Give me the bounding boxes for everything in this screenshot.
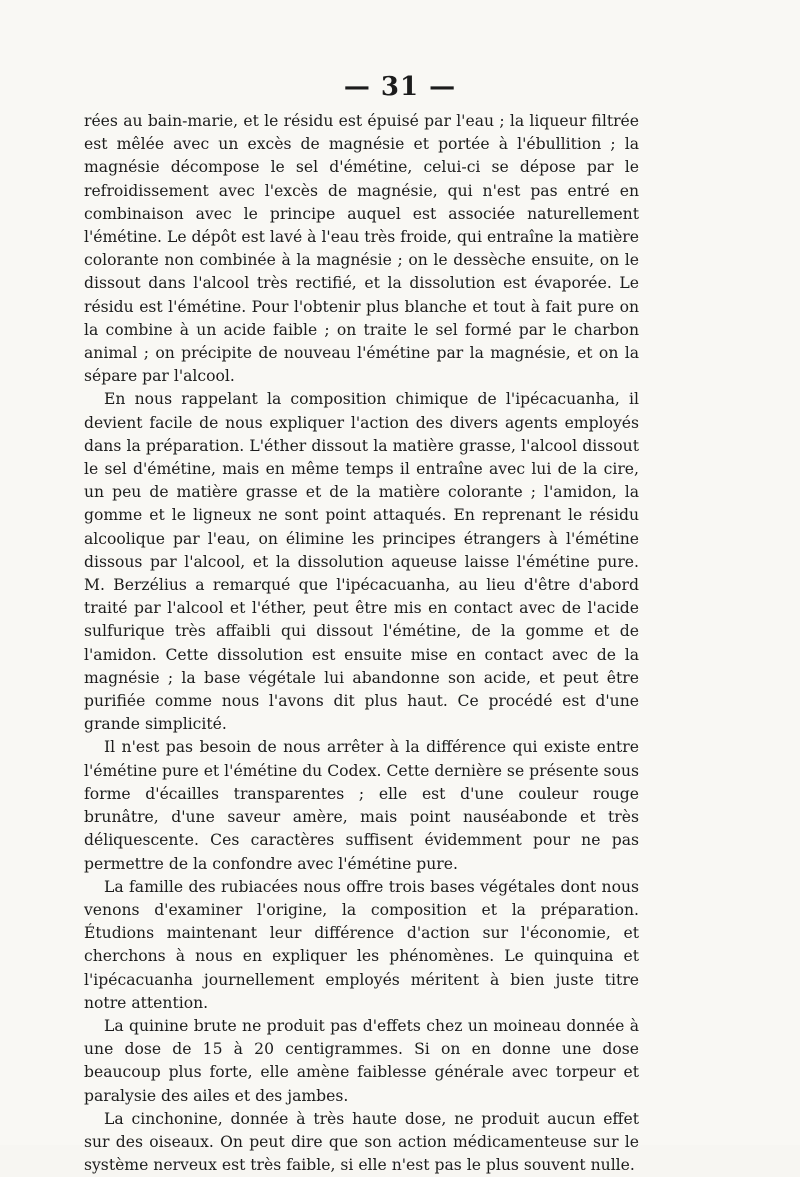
paragraph-5: La quinine brute ne produit pas d'effets chez un moineau donnée à une dose de 15 à 20 centigrammes. Si on en donne une dose beaucoup plus forte, elle amène faiblesse générale avec torpeur et paralysie des ailes et des jambes. bbox=[84, 1016, 639, 1105]
paragraph-4: La famille des rubiacées nous offre trois bases végétales dont nous venons d'examiner l'origine, la composition et la préparation. Étudions maintenant leur différence d'action sur l'économie, et cherchons à nous en expliquer les phénomènes. Le quinquina et l'ipécacuanha journellement employés méritent à bien juste titre notre attention. bbox=[84, 877, 639, 1012]
paragraph-6: La cinchonine, donnée à très haute dose, ne produit aucun effet sur des oiseaux. On peut dire que son action médicamenteuse sur le système nerveux est très faible, si elle n'est pas le plus souvent nulle. bbox=[84, 1109, 639, 1175]
page-number: — 31 — bbox=[343, 72, 457, 102]
paragraph-1: rées au bain-marie, et le résidu est épuisé par l'eau ; la liqueur filtrée est mêlée avec un excès de magnésie et portée à l'ébullition ; la magnésie décompose le sel d'émétine, celui-ci se dépose par le refroidissement avec l'excès de magnésie, qui n'est pas entré en combinaison avec le principe auquel est associée naturellement l'émétine. Le dépôt est lavé à l'eau très froide, qui entraîne la matière colorante non combinée à la magnésie ; on le dessèche ensuite, on le dissout dans l'alcool très rectifié, et la dissolution est évaporée. Le résidu est l'émétine. Pour l'obtenir plus blanche et tout à fait pure on la combine à un acide faible ; on traite le sel formé par le charbon animal ; on précipite de nouveau l'émétine par la magnésie, et on la sépare par l'alcool. bbox=[84, 112, 639, 386]
paragraph-3: Il n'est pas besoin de nous arrêter à la différence qui existe entre l'émétine pure et l'émétine du Codex. Cette dernière se présente sous forme d'écailles transparentes ; elle est d'une couleur rouge brunâtre, d'une saveur amère, mais point nauséabonde et très déliquescente. Ces caractères suffisent évidemment pour ne pas permettre de la confondre avec l'émétine pure. bbox=[84, 738, 639, 873]
paragraph-2: En nous rappelant la composition chimique de l'ipécacuanha, il devient facile de nous expliquer l'action des divers agents employés dans la préparation. L'éther dissout la matière grasse, l'alcool dissout le sel d'émétine, mais en même temps il entraîne avec lui de la cire, un peu de matière grasse et de la matière colorante ; l'amidon, la gomme et le ligneux ne sont point attaqués. En reprenant le résidu alcoolique par l'eau, on élimine les principes étrangers à l'émétine dissous par l'alcool, et la dissolution aqueuse laisse l'émétine pure. M. Berzélius a remarqué que l'ipécacuanha, au lieu d'être d'abord traité par l'alcool et l'éther, peut être mis en contact avec de l'acide sulfurique très affaibli qui dissout l'émétine, de la gomme et de l'amidon. Cette dissolution est ensuite mise en contact avec de la magnésie ; la base végétale lui abandonne son acide, et peut être purifiée comme nous l'avons dit plus haut. Ce procédé est d'une grande simplicité. bbox=[84, 390, 639, 734]
body-text bbox=[84, 110, 639, 1177]
